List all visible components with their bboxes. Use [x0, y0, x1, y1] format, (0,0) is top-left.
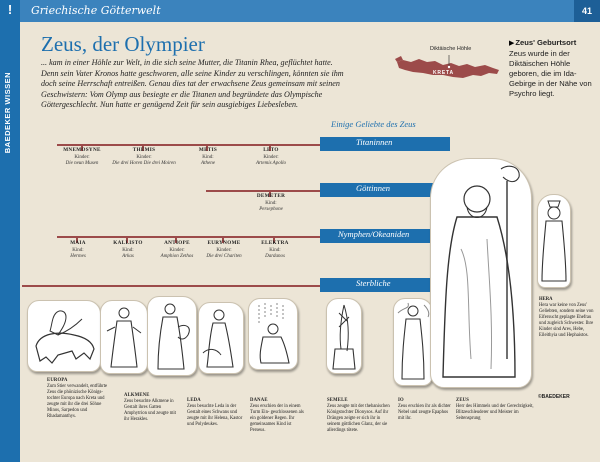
lover-antiope: ANTIOPE	[164, 240, 190, 246]
caption-danae: DANAE Zeus erschien der in einem Turm Ein- geschlossenen als ein goldener Regen. Ihr gemeinsames Kind ist Perseus.	[250, 398, 304, 433]
diagram-title: Einige Geliebte des Zeus	[331, 119, 416, 129]
page-number: 41	[574, 0, 600, 22]
cave-label: Diktäische Höhle	[430, 46, 472, 52]
children-elektra: Kind: Dardanos	[265, 248, 285, 260]
connector-sterbliche	[22, 285, 320, 287]
birthplace-heading: Zeus' Geburtsort	[515, 38, 577, 47]
group-nymphen: Nymphen/Okeaniden	[338, 229, 410, 239]
children-kallisto: Kind: Arkas	[122, 248, 134, 260]
children-antiope: Kinder: Amphion Zethos	[160, 248, 194, 260]
alkmene-illustration	[100, 300, 148, 374]
caption-hera: HERA Hera war keine von Zeus' Geliebten, sondern seine von Eifersucht geplagte Ehefrau und zugleich Schwester. Ihre Kinder sind Ares, Hebe, Eileithyia und Hephaistos.	[539, 297, 594, 338]
lover-leto: LETO	[263, 147, 279, 153]
birthplace-box	[509, 38, 596, 99]
lover-demeter: DEMETER	[256, 193, 286, 199]
lover-maia: MAIA	[70, 240, 86, 246]
caption-alkmene: ALKMENE Zeus besuchte Alkmene in Gestalt ihres Gatten Amphytrion und zeugte mit ihr Herakles.	[124, 393, 176, 422]
lover-metis: METIS	[198, 147, 218, 153]
children-leto: Kinder: Artemis Apollo	[255, 155, 287, 167]
group-goettinnen: Göttinnen	[356, 183, 390, 193]
section-title: Griechische Götterwelt	[31, 4, 161, 17]
lover-themis: THEMIS	[132, 147, 156, 153]
zeus-illustration	[430, 158, 532, 388]
caption-zeus: ZEUS Herr des Himmels und der Gerechtigkeit, Blitzeschleuderer und Meister im Seitensprung	[456, 398, 534, 421]
group-sterbliche: Sterbliche	[356, 278, 391, 288]
lover-elektra: ELEKTRA	[261, 240, 289, 246]
children-demeter: Kind: Persephone	[259, 201, 283, 213]
lover-mnemosyne: MNEMOSYNE	[63, 147, 101, 153]
semele-illustration	[326, 298, 362, 374]
birthplace-text: Zeus wurde in der Diktäischen Höhle geboren, die im Ida-Gebirge in der Nähe von Psychro liegt.	[509, 49, 592, 98]
info-marker: !	[7, 2, 13, 17]
children-eurynome: Kinder: Die drei Chariten	[206, 248, 242, 260]
leda-illustration	[147, 296, 197, 376]
lover-kallisto: KALLISTO	[113, 240, 143, 246]
intro-text: ... kam in einer Höhle zur Welt, in die sich seine Mutter, die Titanin Rhea, geflüchtet hatte. Denn sein Vater Kronos hatte geschworen, alle seine Kinder zu verschlingen, könnten sie ihm doch seine Herrschaft entreißen. Genau dies tat der erwachsene Zeus gemeinsam mit seinen Geschwistern: Vom Olymp aus besiegte er die Titanen und begründete das Olympische Göttergeschlecht. Nun hatte er genügend Zeit für sein ausgiebiges Liebesleben.	[41, 58, 344, 110]
group-titaninnen: Titaninnen	[356, 137, 393, 147]
caption-semele: SEMELE Zeus zeugte mit der thebanischen Königstochter Dionysos. Auf ihr Drängen zeigte er sich ihr in seinem göttlichen Glanz, der sie allerdings tötete.	[327, 398, 390, 433]
header-bar	[20, 0, 600, 22]
europa-illustration	[27, 300, 101, 372]
arrow-right-icon: ▶	[509, 40, 515, 47]
connector-titaninnen	[57, 144, 321, 146]
children-themis: Kinder: Die drei Horen Die drei Moiren	[112, 155, 176, 167]
caption-io: IO Zeus erschien ihr als dichter Nebel und zeugte Epaphos mit ihr.	[398, 398, 451, 421]
caption-europa: EUROPA Zum Stier verwandelt, entführte Zeus die phönizische Königs- tochter Europa nach Kreta und zeugte mit ihr die drei Söhne Minos, Sarpedon und Rhadamanthys.	[47, 378, 108, 419]
connector-nymphen	[57, 236, 321, 238]
hera-illustration	[537, 194, 571, 288]
connector-goettinnen	[206, 190, 321, 192]
page-title: Zeus, der Olympier	[41, 32, 205, 56]
sidebar	[0, 0, 20, 462]
caption-leda: LEDA Zeus besuchte Leda in der Gestalt eines Schwans und zeugte mit ihr Helena, Kastor und Polydeukes.	[187, 398, 243, 427]
lover-eurynome: EURYNOME	[207, 240, 241, 246]
zeus-swan-illustration	[198, 302, 244, 374]
sidebar-label: BAEDEKER WISSEN	[3, 72, 12, 154]
island-label: KRETA	[433, 70, 454, 76]
io-illustration	[393, 298, 433, 386]
danae-illustration	[248, 298, 298, 370]
copyright: ©BAEDEKER	[538, 394, 570, 400]
children-maia: Kind: Hermes	[70, 248, 86, 260]
children-metis: Kind: Athene	[201, 155, 215, 167]
children-mnemosyne: Kinder: Die neun Musen	[65, 155, 99, 167]
